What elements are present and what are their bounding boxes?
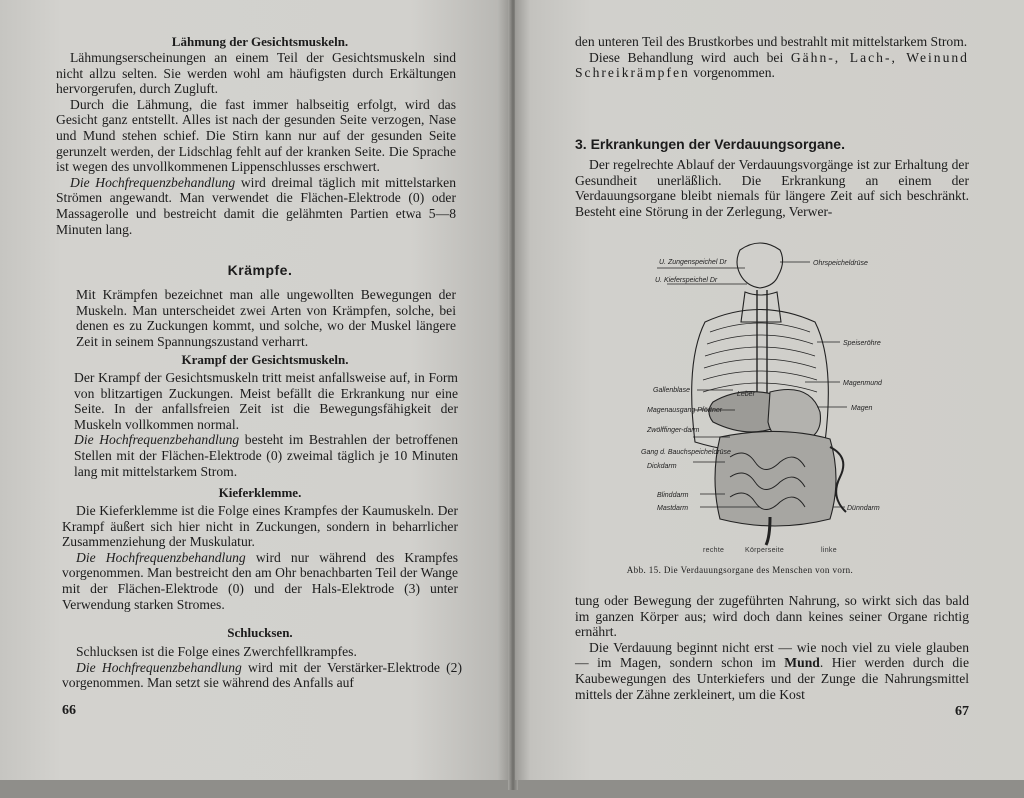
paragraph (575, 640, 969, 702)
spaced-text: Gähn-, Lach-, Weinund Schreikrämpfen (575, 49, 969, 81)
page-number-right: 67 (955, 704, 969, 719)
heading-laehmung: Lähmung der Gesichtsmuskeln. (171, 34, 349, 49)
label-leber: Leber (737, 391, 755, 398)
neck-outline (741, 292, 781, 322)
label-duenn: Dünndarm (847, 505, 880, 512)
figure-caption: Abb. 15. Die Verdauungsorgane des Menschen von vorn. (626, 565, 854, 575)
label-zwoelf: Zwölffinger-darm (647, 427, 700, 434)
paragraph (62, 550, 458, 612)
left-text-4 (62, 503, 458, 612)
left-text-1 (56, 50, 456, 237)
heading-schlucksen: Schlucksen. (227, 625, 293, 640)
paragraph (56, 175, 456, 237)
paragraph: Schlucksen ist die Folge eines Zwerchfellkrampfes. (76, 644, 357, 659)
paragraph-text: . Hier werden durch die Kaubewegungen des Unterkiefers und der Zunge die Nahrungsmittel mittels der Zähne zerkleinert, um die Kost (575, 655, 969, 702)
label-gallen: Gallenblase (653, 387, 690, 394)
label-blind: Blinddarm (657, 492, 689, 499)
paragraph: tung oder Bewegung der zugeführten Nahrung, so wirkt sich das bald im ganzen Körper aus; wird doch dann keines seiner Organe richtig ernährt. (575, 593, 969, 640)
paragraph-text: vorgenommen. (689, 65, 775, 81)
label-zungen: U. Zungenspeichel Dr (659, 259, 727, 266)
heading-kieferklemme: Kieferklemme. (218, 485, 302, 500)
ribs (703, 323, 817, 392)
paragraph-text: wird dreimal täglich mit mittelstarken Strömen angewandt. Man verwendet die Flächen-Elektrode (0) oder Massagerolle und bestreicht damit die gelähmten Partien etwa 5—8 Minuten lang. (56, 174, 456, 237)
heading-krampf: Krampf der Gesichtsmuskeln. (181, 352, 349, 367)
paragraph-text: Die Verdauung beginnt nicht erst — wie noch viel zu viele glauben — im Magen, sondern schon im (575, 639, 969, 671)
label-rechte: rechte (703, 547, 725, 554)
label-linke: linke (821, 547, 837, 554)
label-koerperseite: Körperseite (745, 547, 785, 554)
paragraph-text: besteht im Bestrahlen der betroffenen Stellen mit der Flächen-Elektrode (0) zweimal täglich je 10 Minuten lang mit mittelstarkem Strom. (74, 432, 458, 479)
digestive-organs-figure (585, 232, 915, 562)
label-magenmund: Magenmund (843, 380, 882, 387)
paragraph: Mit Krämpfen bezeichnet man alle ungewollten Bewegungen der Muskeln. Man unterscheidet zwei Arten von Krämpfen, solche, bei denen es zu Zuckungen kommt, und solche, wo der Muskel längere Zeit in seinem Spannungszustand verharrt. (76, 287, 456, 349)
right-text-3 (575, 593, 969, 702)
label-bauch: Gang d. Bauchspeicheldrüse (641, 449, 731, 456)
label-kiefer: U. Kieferspeichel Dr (655, 277, 718, 284)
italic-term: Die Hochfrequenzbehandlung (74, 432, 240, 448)
left-text-2 (76, 287, 456, 349)
heading-kraempfe: Krämpfe. (227, 262, 293, 278)
page-number-left: 66 (62, 703, 76, 718)
paragraph-text: wird mit der Verstärker-Elektrode (2) vorgenommen. Man setzt sie während des Anfalls auf (62, 659, 462, 691)
label-speise: Speiseröhre (843, 340, 881, 347)
intestines-shape (715, 431, 836, 526)
head-outline (737, 243, 783, 288)
right-text-1 (575, 34, 969, 81)
paragraph-text: Diese Behandlung wird auch bei (589, 49, 791, 65)
bold-term: Mund (784, 655, 820, 671)
label-ohr: Ohrspeicheldrüse (813, 260, 868, 267)
paragraph: den unteren Teil des Brustkorbes und bestrahlt mit mittelstarkem Strom. (575, 34, 968, 49)
label-mast: Mastdarm (657, 505, 689, 512)
left-page (0, 0, 513, 780)
label-magen: Magen (851, 405, 873, 412)
paragraph (74, 432, 458, 479)
paragraph: Durch die Lähmung, die fast immer halbseitig erfolgt, wird das Gesicht ganz entstellt. Alles ist nach der gesunden Seite verzogen, Nase und Mund stehen schief. Die Stirn kann nur auf der gesunden Seite gerunzelt werden, der Lidschlag fehlt auf der kranken Seite. Die Sprache ist wegen des unvollkommenen Lippenschlusses erschwert. (56, 96, 456, 175)
italic-term: Die Hochfrequenzbehandlung (70, 174, 236, 190)
paragraph: Die Kieferklemme ist die Folge eines Krampfes der Kaumuskeln. Der Krampf äußert sich hier nicht in Zuckungen, sondern in beharrlicher Zusammenziehung der Muskulatur. (62, 503, 458, 550)
paragraph: Der regelrechte Ablauf der Verdauungsvorgänge ist zur Erhaltung der Gesundheit unerläßlich. Die Erkrankung an einem der Verdauungsorgane bleibt niemals für längere Zeit auf sich beschränkt. Besteht eine Störung in der Zerlegung, Verwer- (575, 157, 969, 219)
paragraph: Der Krampf der Gesichtsmuskeln tritt meist anfallsweise auf, in Form von blitzartigen Zuckungen. Meist befällt die Erkrankung nur eine Seite. In der anfallsfreien Zeit ist die Bewegungsfähigkeit der Muskeln vollkommen normal. (74, 370, 458, 432)
italic-term: Die Hochfrequenzbehandlung (76, 659, 242, 675)
label-pfoertner: Magenausgang Pförtner (647, 407, 723, 414)
label-dick: Dickdarm (647, 463, 677, 470)
paragraph-text: wird nur während des Krampfes vorgenommen. Man bestreicht den am Ohr benachbarten Teil der Wange mit der Flächen-Elektrode (0) und der Hals-Elektrode (3) unter Verwendung starken Stromes. (62, 549, 458, 612)
left-text-5 (62, 644, 462, 691)
paragraph (62, 660, 462, 691)
left-text-3 (74, 370, 458, 479)
right-text-2 (575, 157, 969, 219)
section-heading: 3. Erkrankungen der Verdauungsorgane. (575, 136, 845, 152)
paragraph (575, 50, 969, 81)
italic-term: Die Hochfrequenzbehandlung (76, 549, 246, 565)
paragraph: Lähmungserscheinungen an einem Teil der Gesichtsmuskeln sind nicht allzu selten. Sie werden wohl am häufigsten durch Erkältungen hervorgerufen, durch Zugluft. (56, 50, 456, 97)
